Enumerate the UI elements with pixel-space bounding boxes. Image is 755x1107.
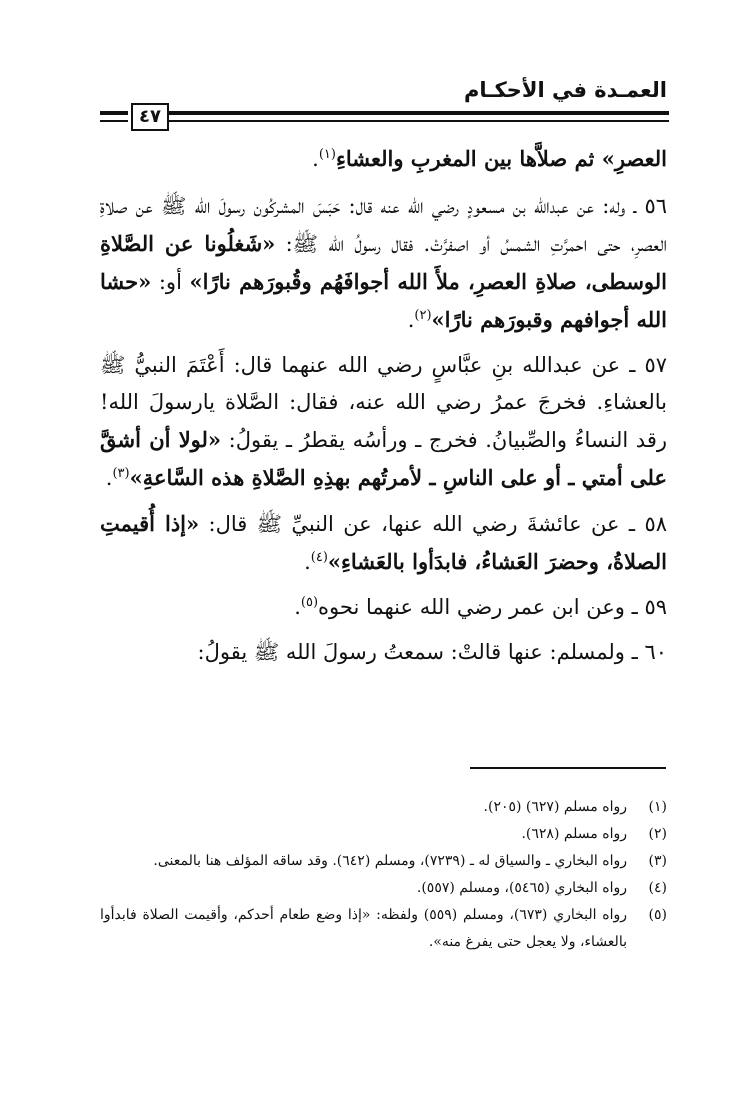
footnote-ref: (٢) (414, 308, 432, 323)
hadith-58: ٥٨ ـ عن عائشةَ رضي الله عنها، عن النبيِّ ﷺ قال: «إذا أُقيمتِ الصلاةُ، وحضرَ العَشاءُ، فابدَأوا بالعَشاءِ»$^{(٤)}$. (100, 511, 667, 574)
footnote-item: (٣) رواه البخاري ـ والسياق له ـ (٧٢٣٩)، ومسلم (٦٤٢). وقد ساقه المؤلف هنا بالمعنى. (153, 853, 667, 869)
footnote-ref: (٤) (310, 550, 328, 565)
hadith-quote: «حشا الله أجوافهم وقبورَهم نارًا» (100, 269, 667, 332)
footnote-item: (٤) رواه البخاري (٥٤٦٥)، ومسلم (٥٥٧). (416, 880, 667, 896)
hadith-number: ٥٧ (644, 353, 667, 377)
hadith-57: ٥٧ ـ عن عبدالله بنِ عبَّاسٍ رضي الله عنهما قال: أَعْتَمَ النبيُّ ﷺ بالعشاءِ. فخرجَ عمرُ رضي الله عنه، فقال: الصَّلاة يارسولَ الله! رقد النساءُ والصِّبيانُ. فخرج ـ ورأسُه يقطرُ ـ يقولُ: «لولا أن أشقَّ على أمتي ـ أو على الناسِ ـ لأمرتُهم بهذِهِ الصَّلاةِ هذه السَّاعةِ»$^{(٣)}$. (100, 353, 668, 490)
paragraph-continued: العصرِ» ثم صلاَّها بين المغربِ والعشاءِ$^{(١)}$. (312, 146, 667, 171)
hadith-59: ٥٩ ـ وعن ابن عمر رضي الله عنهما نحوه$^{(٥)}$. (294, 595, 667, 619)
footnote-separator (470, 767, 666, 769)
hadith-number: ٥٨ (644, 512, 667, 536)
hadith-60: ٦٠ ـ ولمسلم: عنها قالتْ: سمعتُ رسولَ الله ﷺ يقولُ: (197, 640, 667, 664)
footnote-item: (٢) رواه مسلم (٦٢٨). (521, 826, 667, 842)
running-title: العمـدة في الأحكـام (464, 78, 667, 102)
hadith-number: ٥٦ (644, 194, 667, 218)
footnote-item: (٥) رواه البخاري (٦٧٣)، ومسلم (٥٥٩) ولفظه: «إذا وضع طعام أحدكم، وأقيمت الصلاة فابدأوا بالعشاء، ولا يعجل حتى يفرغ منه». (100, 907, 667, 950)
footnote-ref: (٥) (300, 595, 319, 610)
hadith-56: ٥٦ ـ وله: عن عبدالله بن مسعودٍ رضي الله عنه قال: حَبَسَ المشركُون رسولَ الله ﷺ عن صلاةِ العصرِ، حتى احمرَّتِ الشمسُ أو اصفرَّتْ. فقال رسولُ الله ﷺ: «شَغلُونا عن الصَّلاةِ الوسطى، صلاةِ العصرِ، ملأَ الله أجوافَهُم وقُبورَهم نارًا» أو: «حشا الله أجوافهم وقبورَهم نارًا»$^{(٢)}$. (100, 194, 668, 332)
header-rule-thin (168, 120, 669, 122)
main-text (100, 140, 667, 679)
header-rule-left-thick (100, 111, 128, 115)
hadith-quote: «إذا أُقيمتِ الصلاةُ، وحضرَ العَشاءُ، فابدَأوا بالعَشاءِ» (100, 511, 667, 574)
footnote-item: (١) رواه مسلم (٦٢٧) (٢٠٥). (483, 799, 667, 815)
page-number: ٤٧ (131, 103, 169, 131)
footnotes (100, 794, 667, 956)
hadith-quote: «شَغلُونا عن الصَّلاةِ الوسطى، صلاةِ العصرِ، ملأَ الله أجوافَهُم وقُبورَهم نارًا» (100, 231, 667, 294)
header-rule-left-thin (100, 120, 128, 122)
hadith-number: ٦٠ (644, 640, 667, 664)
header-rule-thick (168, 111, 669, 115)
hadith-quote: «لولا أن أشقَّ على أمتي ـ أو على الناسِ ـ لأمرتُهم بهذِهِ الصَّلاةِ هذه السَّاعةِ» (100, 427, 667, 490)
footnote-ref: (٣) (112, 466, 130, 481)
hadith-number: ٥٩ (644, 595, 667, 619)
footnote-ref: (١) (318, 147, 336, 162)
